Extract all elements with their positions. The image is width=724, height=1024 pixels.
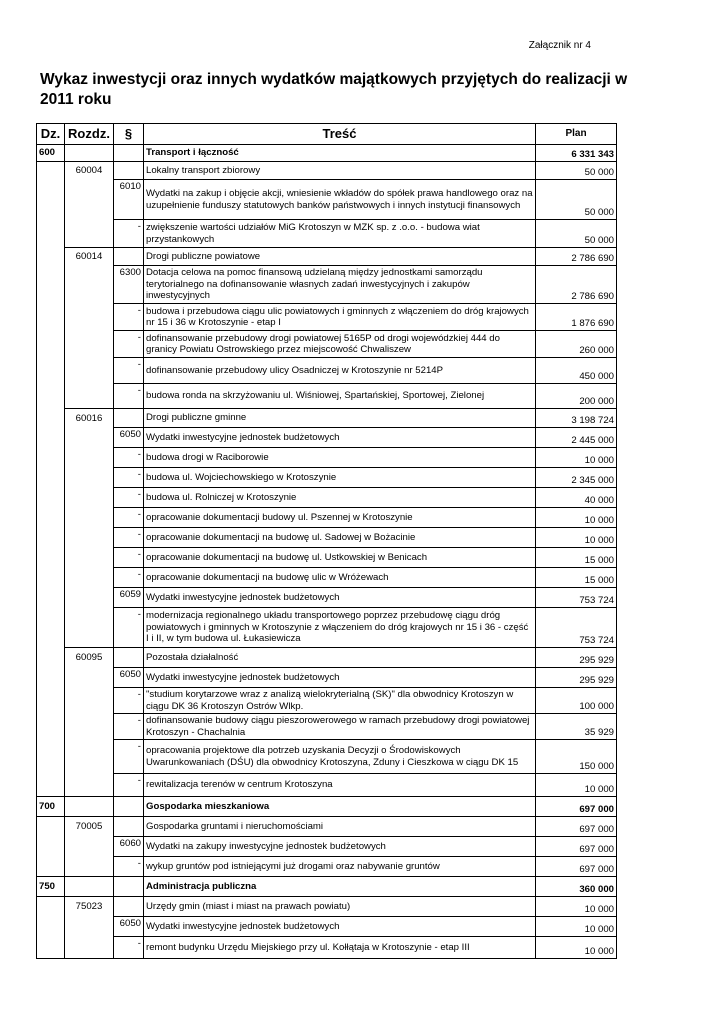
cell-tresc: opracowanie dokumentacji na budowę ul. Ustkowskiej w Benicach [144, 548, 536, 568]
cell-tresc: Administracja publiczna [144, 877, 536, 897]
cell-rozdz [65, 740, 114, 774]
cell-rozdz: 60004 [65, 162, 114, 180]
cell-paragraph [114, 248, 144, 266]
cell-rozdz [65, 797, 114, 817]
table-row [37, 145, 617, 162]
cell-rozdz [65, 837, 114, 857]
cell-plan: 100 000 [536, 688, 617, 714]
cell-paragraph: 6300 [114, 266, 144, 304]
cell-tresc: Urzędy gmin (miast i miast na prawach powiatu) [144, 897, 536, 917]
table-row [37, 528, 617, 548]
cell-tresc: rewitalizacja terenów w centrum Krotoszyna [144, 774, 536, 797]
table-row [37, 608, 617, 648]
table-row [37, 358, 617, 384]
table-row [37, 897, 617, 917]
cell-paragraph: - [114, 488, 144, 508]
cell-tresc: Pozostała działalność [144, 648, 536, 668]
cell-rozdz [65, 304, 114, 331]
cell-dz [37, 857, 65, 877]
table-body [37, 145, 617, 959]
cell-dz [37, 384, 65, 409]
cell-paragraph: - [114, 568, 144, 588]
cell-dz [37, 588, 65, 608]
table-row [37, 797, 617, 817]
cell-paragraph: 6050 [114, 917, 144, 937]
investment-table [36, 123, 617, 959]
cell-dz [37, 488, 65, 508]
cell-tresc: budowa i przebudowa ciągu ulic powiatowych i gminnych z włączeniem do dróg krajowych nr 15 i 36 w Krotoszynie - etap I [144, 304, 536, 331]
cell-plan: 10 000 [536, 508, 617, 528]
cell-rozdz [65, 331, 114, 358]
cell-paragraph: - [114, 937, 144, 959]
cell-plan: 10 000 [536, 917, 617, 937]
header-rozdz: Rozdz. [65, 124, 114, 145]
cell-paragraph: 6050 [114, 428, 144, 448]
cell-tresc: opracowania projektowe dla potrzeb uzyskania Decyzji o Środowiskowych Uwarunkowaniach (DŚU) dla obwodnicy Krotoszyna, Zduny i Cieszkowa w ciągu DK 15 [144, 740, 536, 774]
cell-rozdz [65, 266, 114, 304]
cell-rozdz [65, 384, 114, 409]
cell-dz [37, 162, 65, 180]
table-row [37, 877, 617, 897]
table-row [37, 648, 617, 668]
table-row [37, 917, 617, 937]
cell-plan: 3 198 724 [536, 409, 617, 428]
cell-plan: 360 000 [536, 877, 617, 897]
cell-rozdz [65, 220, 114, 248]
cell-tresc: Drogi publiczne powiatowe [144, 248, 536, 266]
cell-plan: 15 000 [536, 568, 617, 588]
cell-tresc: budowa drogi w Raciborowie [144, 448, 536, 468]
cell-plan: 697 000 [536, 837, 617, 857]
table-row [37, 331, 617, 358]
cell-rozdz [65, 774, 114, 797]
cell-rozdz [65, 917, 114, 937]
cell-dz [37, 358, 65, 384]
table-row [37, 162, 617, 180]
cell-tresc: opracowanie dokumentacji na budowę ul. Sadowej w Bożacinie [144, 528, 536, 548]
table-row [37, 774, 617, 797]
cell-paragraph: - [114, 304, 144, 331]
table-row [37, 714, 617, 740]
table-row [37, 740, 617, 774]
cell-paragraph: 6050 [114, 668, 144, 688]
cell-dz [37, 817, 65, 837]
cell-dz [37, 714, 65, 740]
table-row [37, 937, 617, 959]
cell-rozdz [65, 145, 114, 162]
cell-plan: 50 000 [536, 220, 617, 248]
cell-paragraph: - [114, 548, 144, 568]
cell-rozdz: 75023 [65, 897, 114, 917]
cell-rozdz [65, 668, 114, 688]
cell-plan: 2 345 000 [536, 468, 617, 488]
cell-dz [37, 668, 65, 688]
cell-rozdz [65, 358, 114, 384]
cell-dz [37, 409, 65, 428]
cell-tresc: Drogi publiczne gminne [144, 409, 536, 428]
cell-rozdz: 60014 [65, 248, 114, 266]
cell-paragraph: - [114, 331, 144, 358]
cell-rozdz [65, 857, 114, 877]
cell-plan: 35 929 [536, 714, 617, 740]
cell-dz: 750 [37, 877, 65, 897]
cell-paragraph: - [114, 740, 144, 774]
table-row [37, 548, 617, 568]
cell-tresc: budowa ronda na skrzyżowaniu ul. Wiśniowej, Spartańskiej, Sportowej, Zielonej [144, 384, 536, 409]
table-row [37, 857, 617, 877]
cell-dz [37, 548, 65, 568]
cell-rozdz [65, 588, 114, 608]
cell-dz [37, 774, 65, 797]
cell-plan: 753 724 [536, 608, 617, 648]
cell-plan: 150 000 [536, 740, 617, 774]
table-row [37, 248, 617, 266]
cell-tresc: Wydatki na zakupy inwestycyjne jednostek budżetowych [144, 837, 536, 857]
cell-plan: 10 000 [536, 448, 617, 468]
cell-paragraph [114, 648, 144, 668]
cell-rozdz [65, 937, 114, 959]
cell-rozdz [65, 488, 114, 508]
cell-rozdz [65, 508, 114, 528]
cell-tresc: Lokalny transport zbiorowy [144, 162, 536, 180]
cell-paragraph: - [114, 508, 144, 528]
table-row [37, 688, 617, 714]
cell-tresc: wykup gruntów pod istniejącymi już drogami oraz nabywanie gruntów [144, 857, 536, 877]
cell-tresc: opracowanie dokumentacji na budowę ulic w Wróżewach [144, 568, 536, 588]
cell-tresc: Wydatki inwestycyjne jednostek budżetowych [144, 588, 536, 608]
cell-paragraph: - [114, 468, 144, 488]
cell-paragraph [114, 877, 144, 897]
cell-paragraph: - [114, 774, 144, 797]
cell-dz [37, 248, 65, 266]
cell-plan: 50 000 [536, 162, 617, 180]
cell-tresc: remont budynku Urzędu Miejskiego przy ul. Kołłątaja w Krotoszynie - etap III [144, 937, 536, 959]
cell-plan: 40 000 [536, 488, 617, 508]
table-row [37, 266, 617, 304]
table-row [37, 817, 617, 837]
cell-plan: 260 000 [536, 331, 617, 358]
cell-plan: 1 876 690 [536, 304, 617, 331]
cell-paragraph: - [114, 448, 144, 468]
cell-paragraph: 6059 [114, 588, 144, 608]
cell-rozdz [65, 688, 114, 714]
cell-dz [37, 937, 65, 959]
table-row [37, 508, 617, 528]
cell-dz [37, 917, 65, 937]
table-row [37, 304, 617, 331]
cell-dz [37, 528, 65, 548]
cell-paragraph: - [114, 220, 144, 248]
cell-tresc: Dotacja celowa na pomoc finansową udzielaną między jednostkami samorządu terytorialnego na dofinansowanie własnych zadań inwestycyjnych i zakupów inwestycyjnych [144, 266, 536, 304]
cell-plan: 10 000 [536, 528, 617, 548]
cell-dz [37, 897, 65, 917]
cell-paragraph: - [114, 384, 144, 409]
cell-rozdz: 60095 [65, 648, 114, 668]
cell-dz [37, 648, 65, 668]
cell-tresc: Wydatki na zakup i objęcie akcji, wniesienie wkładów do spółek prawa handlowego oraz na uzupełnienie funduszy statutowych banków państwowych i innych instytucji finansowych [144, 180, 536, 220]
document-title: Wykaz inwestycji oraz innych wydatków majątkowych przyjętych do realizacji w 2011 roku [40, 71, 628, 108]
cell-dz [37, 266, 65, 304]
cell-tresc: dofinansowanie przebudowy drogi powiatowej 5165P od drogi wojewódzkiej 444 do granicy Powiatu Ostrowskiego przez miejscowość Chwaliszew [144, 331, 536, 358]
cell-paragraph [114, 797, 144, 817]
table-row [37, 837, 617, 857]
cell-dz [37, 304, 65, 331]
cell-tresc: opracowanie dokumentacji budowy ul. Pszennej w Krotoszynie [144, 508, 536, 528]
cell-dz [37, 837, 65, 857]
table-row [37, 468, 617, 488]
cell-dz [37, 428, 65, 448]
cell-plan: 10 000 [536, 897, 617, 917]
cell-paragraph: - [114, 608, 144, 648]
cell-paragraph: 6010 [114, 180, 144, 220]
cell-paragraph: - [114, 857, 144, 877]
header-plan: Plan [536, 124, 617, 145]
header-tresc: Treść [144, 124, 536, 145]
cell-tresc: modernizacja regionalnego układu transportowego poprzez przebudowę ciągu dróg powiatowych i gminnych w Krotoszynie z włączeniem do dróg krajowych nr 15 i 36 - część I i II, w tym budowa ul. Łukasiewicza [144, 608, 536, 648]
table-row [37, 448, 617, 468]
cell-dz [37, 448, 65, 468]
cell-tresc: Gospodarka gruntami i nieruchomościami [144, 817, 536, 837]
cell-dz [37, 608, 65, 648]
table-row [37, 588, 617, 608]
cell-dz [37, 740, 65, 774]
cell-tresc: Wydatki inwestycyjne jednostek budżetowych [144, 668, 536, 688]
table-row [37, 180, 617, 220]
cell-plan: 295 929 [536, 648, 617, 668]
table-row [37, 668, 617, 688]
header-dz: Dz. [37, 124, 65, 145]
cell-plan: 2 786 690 [536, 266, 617, 304]
cell-tresc: budowa ul. Wojciechowskiego w Krotoszynie [144, 468, 536, 488]
cell-rozdz [65, 714, 114, 740]
cell-rozdz [65, 468, 114, 488]
cell-plan: 200 000 [536, 384, 617, 409]
cell-tresc: "studium korytarzowe wraz z analizą wielokryterialną (SK)" dla obwodnicy Krotoszyn w ciągu DK 36 Krotoszyn Ostrów Wlkp. [144, 688, 536, 714]
cell-plan: 295 929 [536, 668, 617, 688]
cell-dz [37, 468, 65, 488]
table-row [37, 568, 617, 588]
table-row [37, 409, 617, 428]
cell-rozdz: 60016 [65, 409, 114, 428]
header-paragraph: § [114, 124, 144, 145]
cell-plan: 2 445 000 [536, 428, 617, 448]
cell-plan: 10 000 [536, 774, 617, 797]
cell-paragraph [114, 817, 144, 837]
cell-plan: 2 786 690 [536, 248, 617, 266]
cell-tresc: Gospodarka mieszkaniowa [144, 797, 536, 817]
cell-paragraph: - [114, 358, 144, 384]
cell-dz [37, 688, 65, 714]
cell-rozdz [65, 448, 114, 468]
cell-paragraph [114, 145, 144, 162]
cell-paragraph: - [114, 714, 144, 740]
table-row [37, 428, 617, 448]
cell-plan: 6 331 343 [536, 145, 617, 162]
cell-paragraph [114, 409, 144, 428]
cell-tresc: Wydatki inwestycyjne jednostek budżetowych [144, 428, 536, 448]
cell-dz: 700 [37, 797, 65, 817]
cell-dz [37, 568, 65, 588]
cell-dz [37, 331, 65, 358]
cell-paragraph [114, 897, 144, 917]
cell-plan: 50 000 [536, 180, 617, 220]
cell-paragraph: - [114, 688, 144, 714]
cell-paragraph [114, 162, 144, 180]
cell-rozdz [65, 548, 114, 568]
cell-tresc: Transport i łączność [144, 145, 536, 162]
cell-dz: 600 [37, 145, 65, 162]
table-header-row [37, 124, 617, 145]
annex-label: Załącznik nr 4 [528, 40, 591, 51]
cell-dz [37, 180, 65, 220]
cell-plan: 450 000 [536, 358, 617, 384]
cell-tresc: Wydatki inwestycyjne jednostek budżetowych [144, 917, 536, 937]
cell-plan: 697 000 [536, 797, 617, 817]
cell-plan: 697 000 [536, 857, 617, 877]
cell-rozdz [65, 428, 114, 448]
cell-plan: 10 000 [536, 937, 617, 959]
cell-plan: 15 000 [536, 548, 617, 568]
cell-rozdz [65, 568, 114, 588]
cell-tresc: budowa ul. Rolniczej w Krotoszynie [144, 488, 536, 508]
cell-tresc: zwiększenie wartości udziałów MiG Krotoszyn w MZK sp. z .o.o. - budowa wiat przystankowych [144, 220, 536, 248]
cell-rozdz [65, 877, 114, 897]
cell-paragraph: 6060 [114, 837, 144, 857]
cell-dz [37, 508, 65, 528]
cell-tresc: dofinansowanie przebudowy ulicy Osadniczej w Krotoszynie nr 5214P [144, 358, 536, 384]
cell-plan: 753 724 [536, 588, 617, 608]
cell-rozdz [65, 528, 114, 548]
cell-rozdz: 70005 [65, 817, 114, 837]
table-row [37, 488, 617, 508]
cell-paragraph: - [114, 528, 144, 548]
cell-tresc: dofinansowanie budowy ciągu pieszorowerowego w ramach przebudowy drogi powiatowej Krotoszyn - Chachalnia [144, 714, 536, 740]
cell-plan: 697 000 [536, 817, 617, 837]
cell-dz [37, 220, 65, 248]
table-row [37, 220, 617, 248]
cell-rozdz [65, 608, 114, 648]
table-row [37, 384, 617, 409]
cell-rozdz [65, 180, 114, 220]
